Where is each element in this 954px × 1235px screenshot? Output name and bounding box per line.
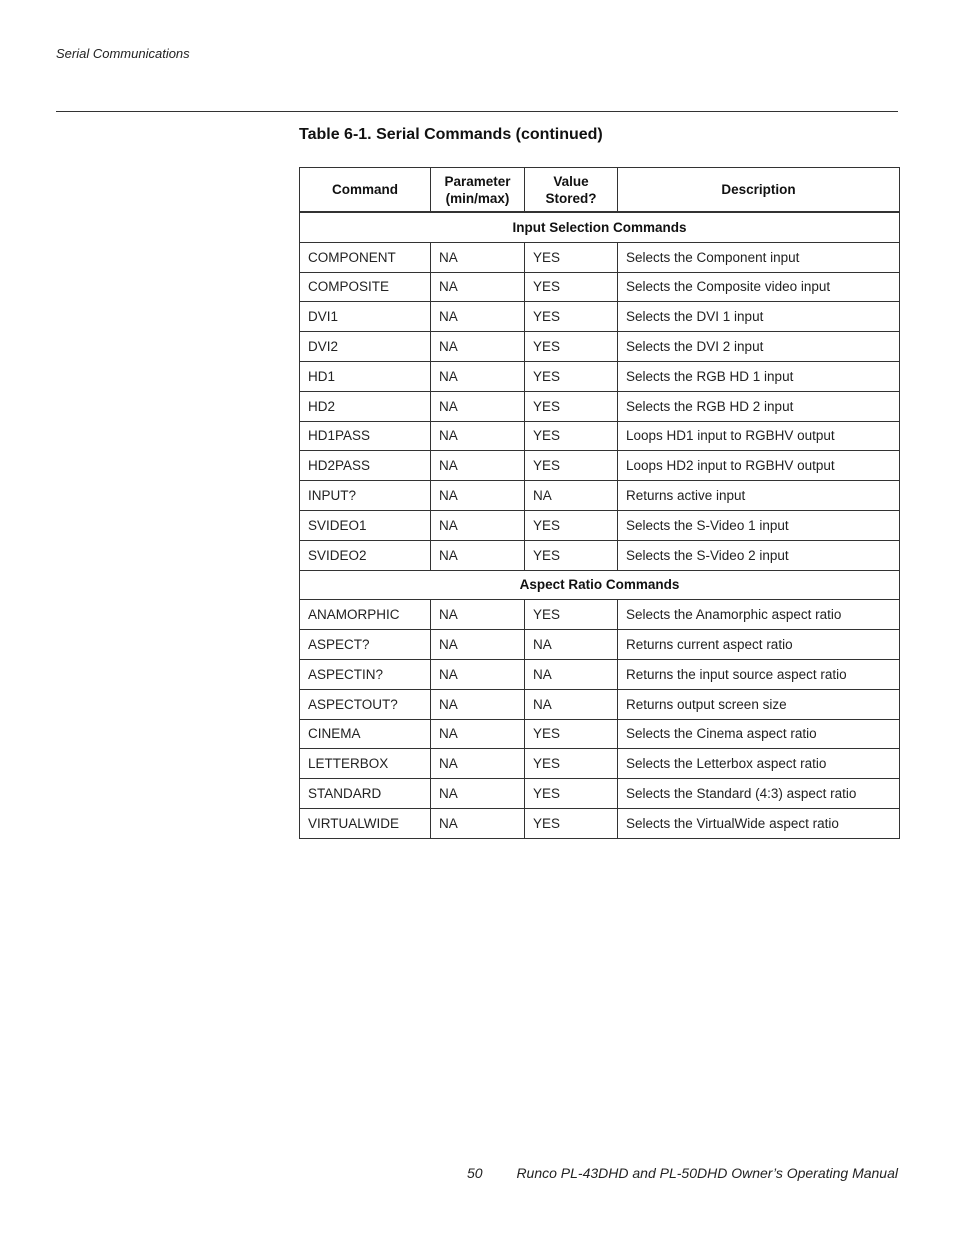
table-row xyxy=(300,659,900,689)
cell-description: Selects the Component input xyxy=(618,242,900,272)
cell-command: ASPECTOUT? xyxy=(300,689,431,719)
column-header-value-line1: Value xyxy=(553,173,589,189)
cell-stored: YES xyxy=(525,779,618,809)
table-row xyxy=(300,332,900,362)
cell-description: Selects the S-Video 2 input xyxy=(618,540,900,570)
cell-description: Selects the RGB HD 1 input xyxy=(618,361,900,391)
column-header-parameter-line1: Parameter xyxy=(444,173,511,189)
cell-stored: YES xyxy=(525,391,618,421)
cell-parameter: NA xyxy=(431,749,525,779)
cell-parameter: NA xyxy=(431,808,525,838)
table-row xyxy=(300,510,900,540)
cell-stored: YES xyxy=(525,302,618,332)
cell-parameter: NA xyxy=(431,600,525,630)
cell-parameter: NA xyxy=(431,779,525,809)
cell-description: Returns active input xyxy=(618,481,900,511)
cell-stored: NA xyxy=(525,481,618,511)
cell-command: ASPECT? xyxy=(300,630,431,660)
cell-parameter: NA xyxy=(431,481,525,511)
cell-parameter: NA xyxy=(431,242,525,272)
cell-description: Selects the Cinema aspect ratio xyxy=(618,719,900,749)
cell-command: CINEMA xyxy=(300,719,431,749)
cell-stored: YES xyxy=(525,451,618,481)
cell-command: HD1 xyxy=(300,361,431,391)
cell-parameter: NA xyxy=(431,510,525,540)
cell-command: INPUT? xyxy=(300,481,431,511)
table-row xyxy=(300,451,900,481)
cell-parameter: NA xyxy=(431,391,525,421)
header-row xyxy=(300,168,900,213)
table-row xyxy=(300,600,900,630)
cell-parameter: NA xyxy=(431,630,525,660)
cell-description: Selects the Letterbox aspect ratio xyxy=(618,749,900,779)
cell-stored: YES xyxy=(525,719,618,749)
cell-stored: YES xyxy=(525,361,618,391)
table-row xyxy=(300,272,900,302)
section-row xyxy=(300,212,900,242)
cell-description: Selects the Composite video input xyxy=(618,272,900,302)
table-row xyxy=(300,421,900,451)
cell-description: Selects the DVI 1 input xyxy=(618,302,900,332)
column-header-command: Command xyxy=(300,168,431,213)
cell-parameter: NA xyxy=(431,361,525,391)
section-title: Aspect Ratio Commands xyxy=(300,570,900,600)
cell-command: DVI2 xyxy=(300,332,431,362)
table-row xyxy=(300,242,900,272)
cell-command: VIRTUALWIDE xyxy=(300,808,431,838)
page-number: 50 xyxy=(467,1165,483,1181)
cell-command: LETTERBOX xyxy=(300,749,431,779)
cell-stored: YES xyxy=(525,421,618,451)
cell-command: COMPONENT xyxy=(300,242,431,272)
cell-description: Loops HD1 input to RGBHV output xyxy=(618,421,900,451)
cell-stored: YES xyxy=(525,808,618,838)
table-title: Table 6-1. Serial Commands (continued) xyxy=(299,126,603,143)
cell-description: Returns the input source aspect ratio xyxy=(618,659,900,689)
cell-parameter: NA xyxy=(431,421,525,451)
header-rule xyxy=(56,111,898,112)
cell-stored: YES xyxy=(525,510,618,540)
column-header-parameter-line2: (min/max) xyxy=(445,190,510,206)
cell-parameter: NA xyxy=(431,272,525,302)
cell-stored: YES xyxy=(525,540,618,570)
column-header-value-line2: Stored? xyxy=(545,190,597,206)
cell-description: Loops HD2 input to RGBHV output xyxy=(618,451,900,481)
table-row xyxy=(300,302,900,332)
cell-command: DVI1 xyxy=(300,302,431,332)
table-row xyxy=(300,808,900,838)
cell-stored: NA xyxy=(525,630,618,660)
table-header xyxy=(300,168,900,213)
cell-stored: YES xyxy=(525,242,618,272)
table-row xyxy=(300,689,900,719)
table-row xyxy=(300,391,900,421)
table-row xyxy=(300,540,900,570)
cell-parameter: NA xyxy=(431,302,525,332)
cell-description: Returns current aspect ratio xyxy=(618,630,900,660)
table-row xyxy=(300,630,900,660)
table-row xyxy=(300,779,900,809)
cell-command: SVIDEO1 xyxy=(300,510,431,540)
cell-command: STANDARD xyxy=(300,779,431,809)
cell-description: Selects the RGB HD 2 input xyxy=(618,391,900,421)
cell-description: Selects the VirtualWide aspect ratio xyxy=(618,808,900,838)
cell-command: COMPOSITE xyxy=(300,272,431,302)
cell-description: Selects the DVI 2 input xyxy=(618,332,900,362)
cell-description: Returns output screen size xyxy=(618,689,900,719)
cell-description: Selects the Anamorphic aspect ratio xyxy=(618,600,900,630)
cell-description: Selects the S-Video 1 input xyxy=(618,510,900,540)
cell-parameter: NA xyxy=(431,659,525,689)
cell-command: ASPECTIN? xyxy=(300,659,431,689)
cell-command: ANAMORPHIC xyxy=(300,600,431,630)
cell-parameter: NA xyxy=(431,540,525,570)
cell-stored: YES xyxy=(525,600,618,630)
cell-command: HD2PASS xyxy=(300,451,431,481)
serial-commands-table xyxy=(299,167,900,839)
cell-parameter: NA xyxy=(431,719,525,749)
cell-parameter: NA xyxy=(431,332,525,362)
manual-title: Runco PL-43DHD and PL-50DHD Owner’s Operating Manual xyxy=(516,1165,898,1181)
cell-parameter: NA xyxy=(431,451,525,481)
column-header-value-stored xyxy=(525,168,618,213)
cell-parameter: NA xyxy=(431,689,525,719)
table-row xyxy=(300,749,900,779)
section-row xyxy=(300,570,900,600)
cell-command: SVIDEO2 xyxy=(300,540,431,570)
table-row xyxy=(300,361,900,391)
table-row xyxy=(300,719,900,749)
cell-description: Selects the Standard (4:3) aspect ratio xyxy=(618,779,900,809)
cell-stored: NA xyxy=(525,659,618,689)
cell-command: HD1PASS xyxy=(300,421,431,451)
table-row xyxy=(300,481,900,511)
cell-stored: YES xyxy=(525,272,618,302)
cell-stored: NA xyxy=(525,689,618,719)
running-header: Serial Communications xyxy=(56,46,190,61)
cell-stored: YES xyxy=(525,749,618,779)
section-title: Input Selection Commands xyxy=(300,212,900,242)
column-header-parameter xyxy=(431,168,525,213)
column-header-description: Description xyxy=(618,168,900,213)
cell-stored: YES xyxy=(525,332,618,362)
table-body xyxy=(300,212,900,838)
cell-command: HD2 xyxy=(300,391,431,421)
